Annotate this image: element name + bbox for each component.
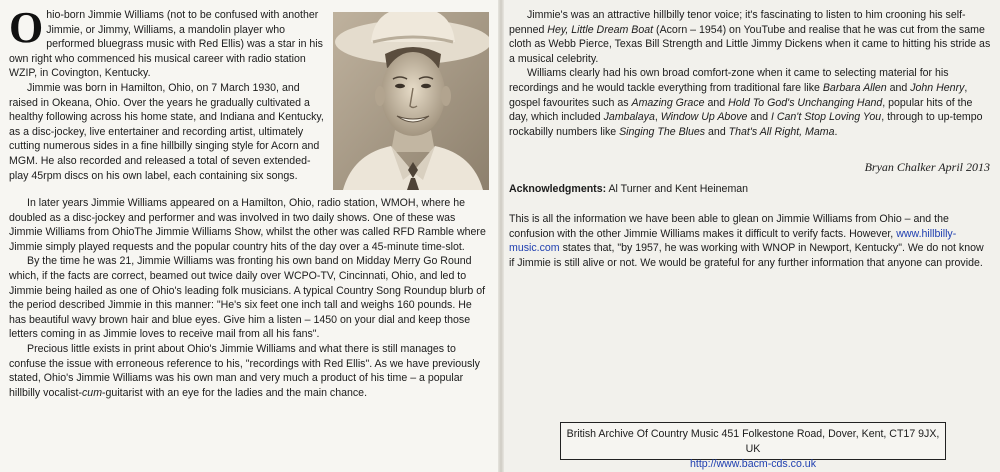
- paragraph-tenor-voice: Jimmie's was an attractive hillbilly tenor voice; it's fascinating to listen to him crooning his self-penned Hey, Little Dream Boat (Acorn – 1954) on YouTube and realise that he was cut from the same cloth as Webb Pierce, Texas Bill Strength and Little Jimmy Dickens when it came to hitting his stride as a musical celebrity.: [509, 9, 991, 65]
- archive-footer-box: [560, 422, 946, 470]
- archive-address: British Archive Of Country Music 451 Folkestone Road, Dover, Kent, CT17 9JX, UK: [566, 428, 940, 455]
- jimmie-williams-photo: [333, 12, 489, 190]
- acknowledgments-label: Acknowledgments:: [509, 183, 607, 195]
- paragraph-band: By the time he was 21, Jimmie Williams was fronting his own band on Midday Merry Go Round which, if the facts are correct, beamed out twice daily over WCPO-TV, Cincinnati, Ohio, and led to Jimmie being hailed as one of Ohio's leading folk musicians. A typical Country Song Roundup blurb of the period described Jimmie in this manner: "He's six feet one inch tall and weighs 160 pounds. He has beautiful wavy brown hair and blue eyes. Give him a listen – 1450 on your dial and keep those letters coming in as Jimmie loves to receive mail from all his fans".: [9, 255, 486, 341]
- paragraph-information: This is all the information we have been able to glean on Jimmie Williams from Ohio – and the confusion with the other Jimmie Williams makes it difficult to verify facts. However, www.hillbilly-music.com states that, "by 1957, he was working with WNOP in Newport, Kentucky". We do not know if Jimmie is still alive or not. We would be grateful for any further information that anyone can provide.: [509, 213, 984, 269]
- bacm-website-link[interactable]: http://www.bacm-cds.co.uk: [690, 458, 816, 470]
- right-closing-text: [509, 212, 991, 270]
- page-fold: [498, 0, 504, 472]
- paragraph-intro: [9, 3, 327, 81]
- paragraph-material: Williams clearly had his own broad comfort-zone when it came to selecting material for his recordings and he would tackle everything from traditional fare like Barbara Allen and John Henry, gospel favourites such as Amazing Grace and Hold To God's Unchanging Hand, popular hits of the day, which included Jambalaya, Window Up Above and I Can't Stop Loving You, through to up-tempo rockabilly numbers like Singing The Blues and That's All Right, Mama.: [509, 67, 983, 138]
- paragraph-radio: In later years Jimmie Williams appeared on a Hamilton, Ohio, radio station, WMOH, where he doubled as a disc-jockey and performer and was involved in two daily shows. One of these was Jimmie Williams from OhioThe Jimmie Williams Show, whilst the other was called RFD Ramble where Jimmie simply played requests and the popular country hits of the day over a 45-minute time-slot.: [9, 197, 486, 253]
- intro-text: hio-born Jimmie Williams (not to be confused with another Jimmie, or Jimmy, Williams, a mandolin player who performed bluegrass music with Red Ellis) was a star in his own right who commenced his musical career with radio station WZIP, in Covington, Kentucky.: [9, 9, 323, 80]
- portrait-image: [333, 12, 489, 190]
- drop-cap: O: [9, 3, 44, 52]
- left-body-text: [9, 196, 489, 400]
- author-byline: Bryan Chalker April 2013: [864, 160, 990, 174]
- left-intro-text: [9, 3, 327, 183]
- acknowledgments: [509, 183, 979, 195]
- hillbilly-music-link[interactable]: www.hillbilly-music.com: [509, 227, 957, 255]
- right-body-text: [509, 8, 991, 139]
- paragraph-precious: Precious little exists in print about Ohio's Jimmie Williams and what there is still manages to confuse the issue with erroneous reference to his, "recordings with Red Ellis". As we have previously stated, Ohio's Jimmie Williams was his own man and very much a product of his time – a popular hillbilly vocalist-cum-guitarist with an eye for the ladies and the main chance.: [9, 342, 480, 399]
- paragraph-birth: Jimmie was born in Hamilton, Ohio, on 7 March 1930, and raised in Okeana, Ohio. Over the years he gradually cultivated a healthy following across his home state, and Indiana and Kentucky, as a disc-jockey, live entertainer and recording artist, ultimately cutting numerous sides in a fine hillbilly singing style for Acorn and MGM. He also recorded and released a total of seven extended-play 45rpm discs on his own label, each containing six songs.: [9, 81, 324, 182]
- acknowledgments-names: Al Turner and Kent Heineman: [606, 183, 749, 195]
